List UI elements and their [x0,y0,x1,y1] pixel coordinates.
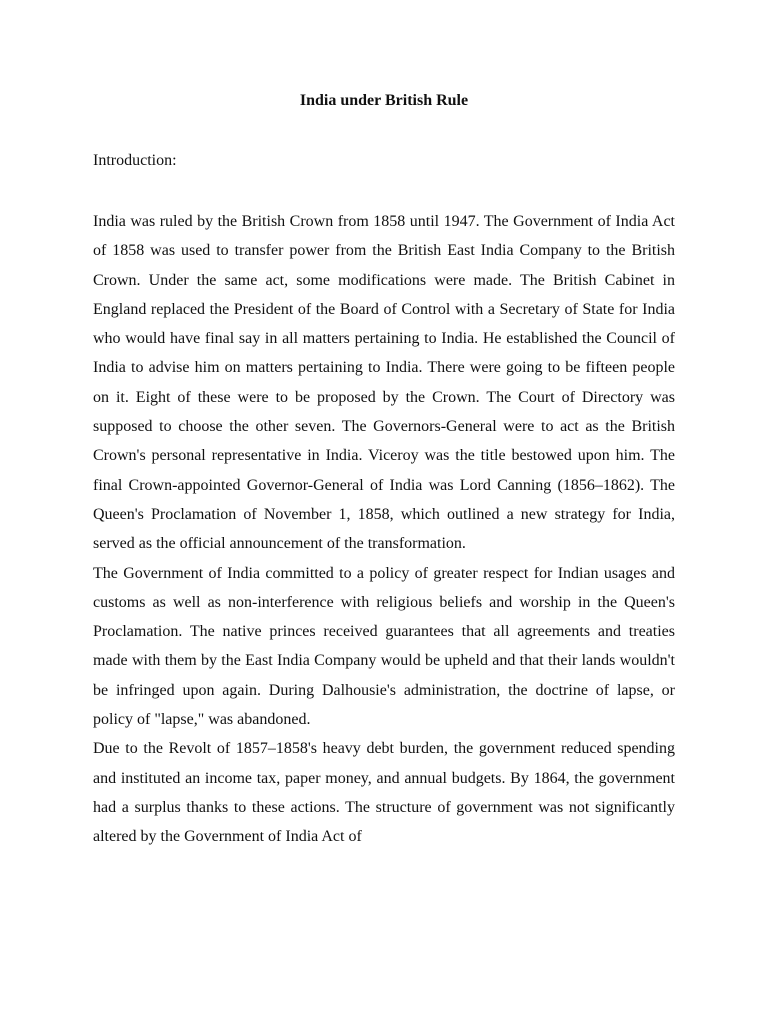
section-heading: Introduction: [93,152,177,169]
paragraph: The Government of India committed to a policy of greater respect for Indian usages and customs as well as non-interference with religious beliefs and worship in the Queen's Proclamation. The native princes received guarantees that all agreements and treaties made with them by the East India Company would be upheld and that their lands wouldn't be infringed upon again. During Dalhousie's administration, the doctrine of lapse, or policy of "lapse," was abandoned. [93,564,675,729]
paragraph: India was ruled by the British Crown from 1858 until 1947. The Government of India Act of 1858 was used to transfer power from the British East India Company to the British Crown. Under the same act, some modifications were made. The British Cabinet in England replaced the President of the Board of Control with a Secretary of State for India who would have final say in all matters pertaining to India. He established the Council of India to advise him on matters pertaining to India. There were going to be fifteen people on it. Eight of these were to be proposed by the Crown. The Court of Directory was supposed to choose the other seven. The Governors-General were to act as the British Crown's personal representative in India. Viceroy was the title bestowed upon him. The final Crown-appointed Governor-General of India was Lord Canning (1856–1862). The Queen's Proclamation of November 1, 1858, which outlined a new strategy for India, served as the official announcement of the transformation. [93,213,675,553]
paragraph: Due to the Revolt of 1857–1858's heavy debt burden, the government reduced spending and instituted an income tax, paper money, and annual budgets. By 1864, the government had a surplus thanks to these actions. The structure of government was not significantly altered by the Government of India Act of [93,740,675,846]
document-body [93,207,675,852]
page-title: India under British Rule [299,92,469,109]
